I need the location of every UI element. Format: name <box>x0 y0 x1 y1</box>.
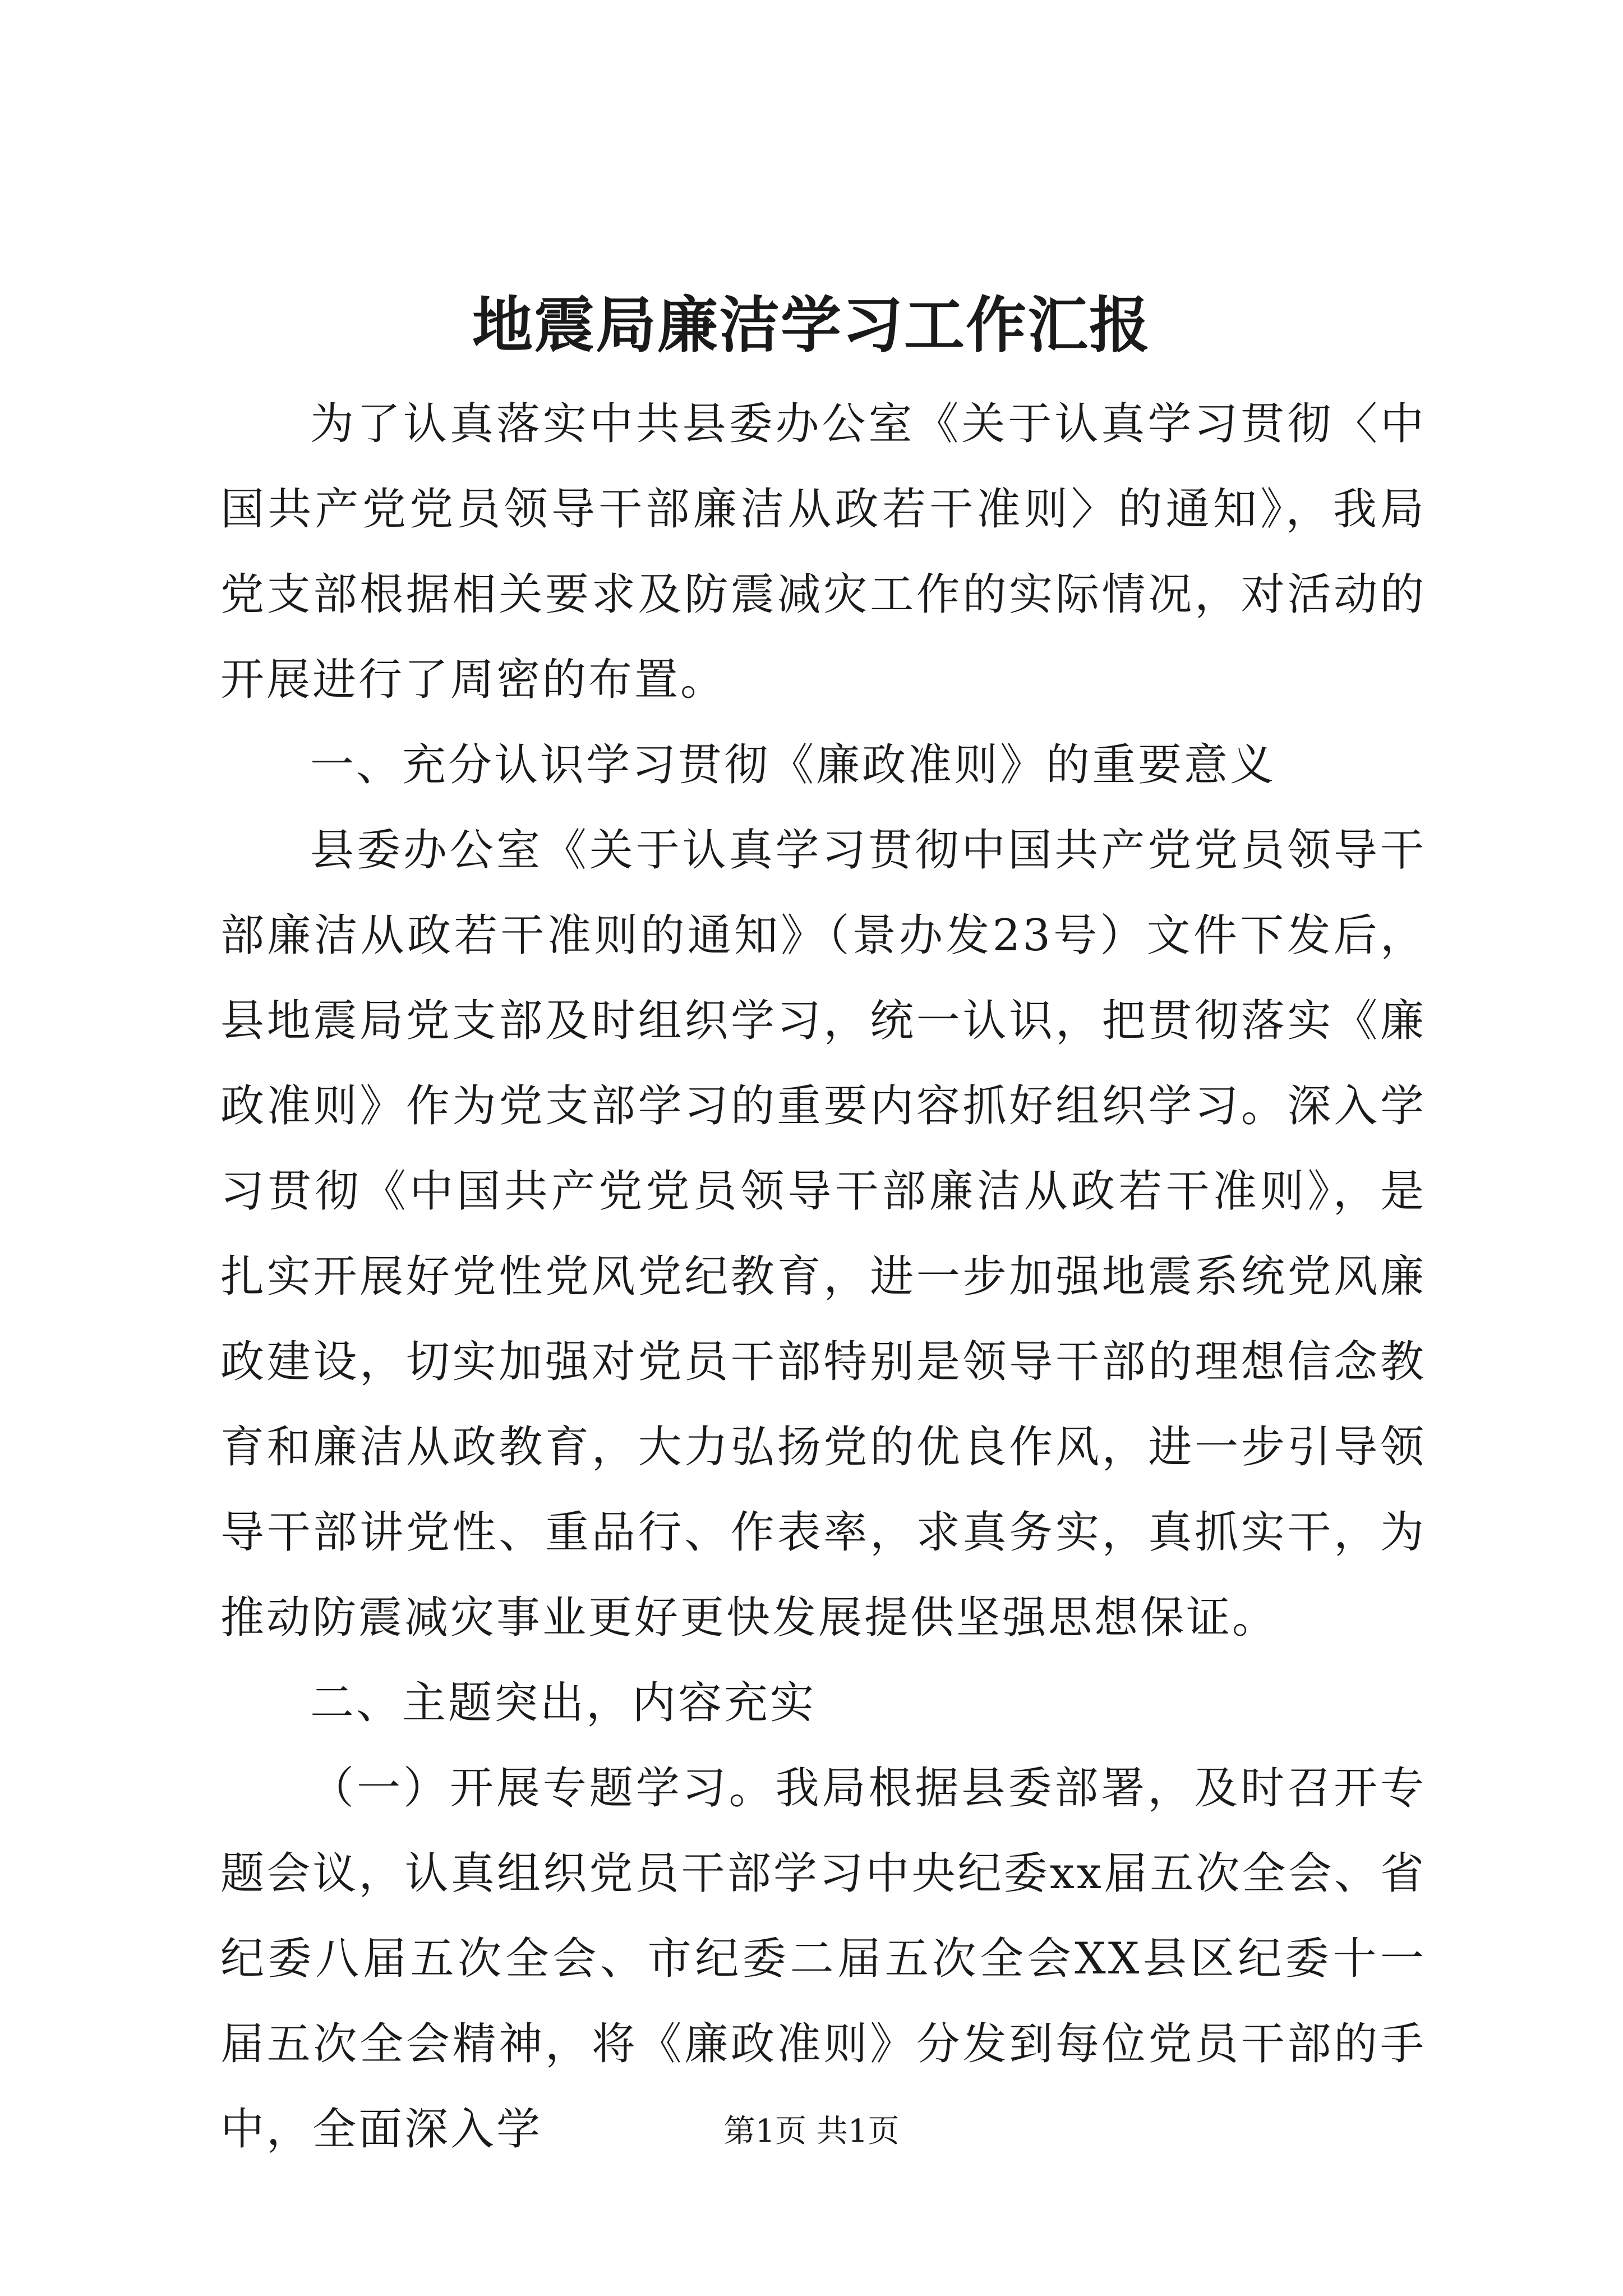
section-heading-1: 一、充分认识学习贯彻《廉政准则》的重要意义 <box>310 740 1276 790</box>
document-body <box>220 381 1426 2172</box>
paragraph-section-1: 县委办公室《关于认真学习贯彻中国共产党党员领导干部廉洁从政若干准则的通知》（景办发23号）文件下发后，县地震局党支部及时组织学习，统一认识，把贯彻落实《廉政准则》作为党支部学习的重要内容抓好组织学习。深入学习贯彻《中国共产党党员领导干部廉洁从政若干准则》，是扎实开展好党性党风党纪教育，进一步加强地震系统党风廉政建设，切实加强对党员干部特别是领导干部的理想信念教育和廉洁从政教育，大力弘扬党的优良作风，进一步引导领导干部讲党性、重品行、作表率，求真务实，真抓实干，为推动防震减灾事业更好更快发展提供坚强思想保证。 <box>220 825 1426 1643</box>
page-footer: 第1页 共1页 <box>723 2113 900 2150</box>
section-heading-2: 二、主题突出，内容充实 <box>310 1678 817 1728</box>
paragraph-section-2-item-1: （一）开展专题学习。我局根据县委部署，及时召开专题会议，认真组织党员干部学习中央纪委xx届五次全会、省纪委八届五次全会、市纪委二届五次全会XX县区纪委十一届五次全会精神，将《廉政准则》分发到每位党员干部的手中，全面深入学 <box>220 1763 1426 2155</box>
paragraph-intro: 为了认真落实中共县委办公室《关于认真学习贯彻〈中国共产党党员领导干部廉洁从政若干准则〉的通知》，我局党支部根据相关要求及防震减灾工作的实际情况，对活动的开展进行了周密的布置。 <box>220 399 1426 705</box>
document-title: 地震局廉洁学习工作汇报 <box>472 290 1151 361</box>
